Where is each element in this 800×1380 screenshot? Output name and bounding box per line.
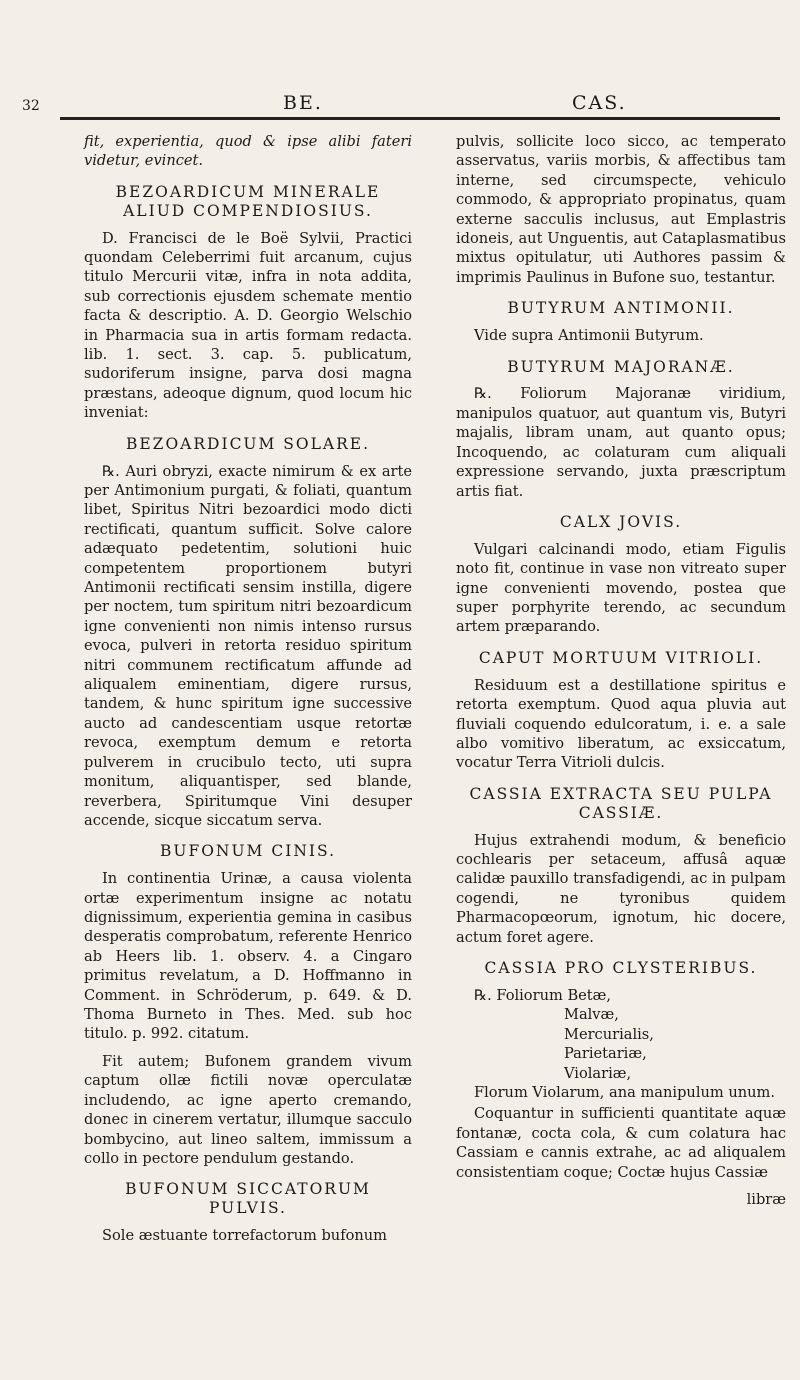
running-head-left: BE. — [283, 92, 323, 114]
running-head-right: CAS. — [572, 92, 627, 114]
intro-text: fit, experientia, quod & ipse alibi fateri videtur, evincet. — [84, 133, 412, 170]
heading-caput-mortuum: CAPUT MORTUUM VITRIOLI. — [478, 648, 764, 667]
page-number: 32 — [22, 98, 40, 114]
paragraph: Fit autem; Bufonem grandem vivum captum ollæ fictili novæ operculatæ includendo, ac igne aperto cremando, donec in cinerem vertatur, illumque sacculo bombycino, aut lineo saltem, immissum a collo in pectore pendulum gestando. — [84, 1052, 412, 1167]
catchword: libræ — [746, 1191, 786, 1208]
heading-bufonum-siccatorum: BUFONUM SICCATORUM PULVIS. — [125, 1180, 371, 1218]
paragraph: Coquantur in sufficienti quantitate aquæ fontanæ, cocta cola, & cum colatura hac Cassiam e cannis extrahe, ac ad aliqualem consistentiam coque; Coctæ hujus Cassiæ — [456, 1105, 786, 1181]
paragraph: In continentia Urinæ, a causa violenta ortæ experimentum insigne ac notatu dignissimum, experientia gemina in casibus desperatis comprobatum, referente Henrico ab Heers lib. 1. observ. 4. a Cingaro primitus revelatum, a D. Hoffmanno in Comment. in Schröderum, p. 649. & D. Thoma Burneto in Thes. Med. sub hoc titulo. p. 992. citatum. — [84, 870, 412, 1043]
header-rule — [60, 117, 780, 120]
paragraph: Vulgari calcinandi modo, etiam Figulis noto fit, continue in vase non vitreato super igne convenienti movendo, postea que super porphyrite terendo, ac secundum artem præparando. — [456, 540, 786, 636]
recipe-item: Mercurialis, — [564, 1025, 654, 1043]
heading-butyrum-antimonii: BUTYRUM ANTIMONII. — [507, 299, 735, 318]
paragraph: Residuum est a destillatione spiritus e retorta exemptum. Quod aqua pluvia aut fluviali coquendo edulcoratum, i. e. a sale albo vomitivo liberatum, ac exsiccatum, vocatur Terra Vitrioli dulcis. — [456, 676, 786, 772]
paragraph: pulvis, sollicite loco sicco, ac temperato asservatus, variis morbis, & affectibus tam interne, sed circumspecte, vehiculo commodo, & appropriato propinatus, quam externe sacculis inclusus, aut Emplastris idoneis, aut Unguentis, aut Cataplasmatibus mixtus opitulatur, uti Authores passim & imprimis Paulinus in Bufone suo, testantur. — [456, 133, 786, 286]
recipe-list — [456, 986, 786, 1102]
heading-bufonum-cinis: BUFONUM CINIS. — [160, 842, 336, 861]
recipe-item: Violariæ, — [564, 1064, 632, 1082]
paragraph: Vide supra Antimonii Butyrum. — [474, 327, 704, 345]
paragraph: Sole æstuante torrefactorum bufonum — [102, 1227, 388, 1245]
heading-bezoardicum-minerale: BEZOARDICUM MINERALE ALIUD COMPENDIOSIUS. — [115, 182, 381, 220]
heading-cassia-extracta: CASSIA EXTRACTA SEU PULPA CASSIÆ. — [469, 784, 773, 822]
recipe-item: ℞. Foliorum Betæ, — [474, 986, 612, 1004]
paragraph: ℞. Auri obryzi, exacte nimirum & ex arte per Antimonium purgati, & foliati, quantum libet, Spiritus Nitri bezoardici modo dicti rectificati, quantum sufficit. Solve calore adæquato pedetentim, solutioni huic competentem proportionem butyri Antimonii rectificati sensim instilla, digere per noctem, tum spiritum nitri bezoardicum igne convenienti non nimis intenso rursus evoca, pulveri in retorta residuo spiritum nitri communem rectificatum affunde ad aliqualem eminentiam, digere rursus, tandem, & hunc spiritum igne successive aucto ad candescentiam usque retortæ revoca, exemptum demum e retorta pulverem in crucibulo tecto, uti supra monitum, aliquantisper, sed blande, reverbera, Spiritumque Vini desuper accende, sicque siccatum serva. — [84, 462, 412, 829]
left-column — [84, 132, 412, 1254]
paragraph: D. Francisci de le Boë Sylvii, Practici quondam Celeberrimi fuit arcanum, cujus titulo Mercurii vitæ, infra in nota addita, sub correctionis ejusdem schemate mentio facta & descriptio. A. D. Georgio Welschio in Pharmacia sua in artis formam redacta. lib. 1. sect. 3. cap. 5. publicatum, sudoriferum insigne, parva dosi magna præstans, adeoque dignum, quod locum hic inveniat: — [84, 229, 412, 422]
heading-calx-jovis: CALX JOVIS. — [559, 512, 683, 531]
right-column — [456, 132, 786, 1209]
heading-bezoardicum-solare: BEZOARDICUM SOLARE. — [125, 434, 371, 453]
recipe-item: Malvæ, — [564, 1006, 619, 1024]
paragraph: ℞. Foliorum Majoranæ viridium, manipulos quatuor, aut quantum vis, Butyri majalis, libram unam, aut quanto opus; Incoquendo, ac colaturam cum aliquali expressione servando, juxta præscriptum artis fiat. — [456, 385, 786, 500]
recipe-item: Florum Violarum, ana manipulum unum. — [474, 1083, 776, 1101]
heading-cassia-clysteribus: CASSIA PRO CLYSTERIBUS. — [484, 959, 758, 978]
heading-butyrum-majoranae: BUTYRUM MAJORANÆ. — [507, 357, 735, 376]
paragraph: Hujus extrahendi modum, & beneficio cochlearis per setaceum, affusâ aquæ calidæ pauxillo transfadigendi, ac in pulpam cogendi, ne tyronibus quidem Pharmacopœorum, ignotum, hic docere, actum foret agere. — [456, 831, 786, 946]
recipe-item: Parietariæ, — [564, 1045, 647, 1063]
